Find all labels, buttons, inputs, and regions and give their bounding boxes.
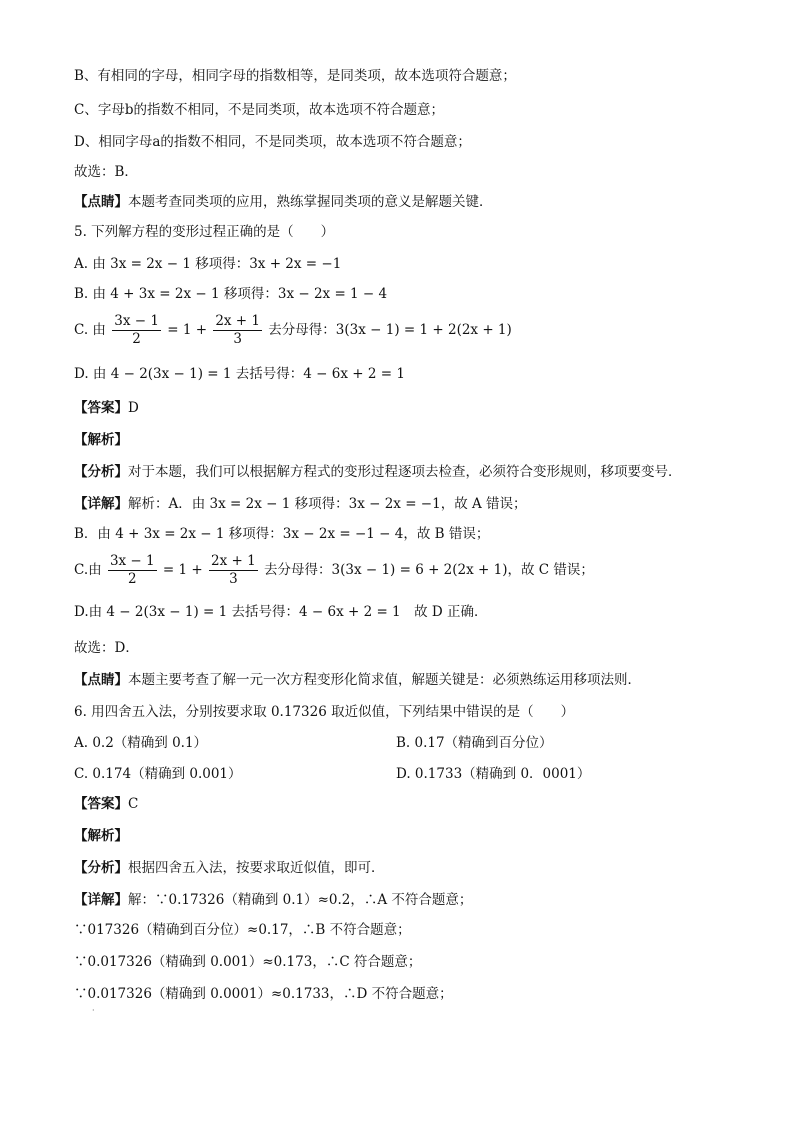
text-line: ∵017326（精确到百分位）≈0.17，∴B 不符合题意； (74, 922, 411, 938)
text-line (74, 550, 594, 590)
section-tag: 【答案】 (74, 796, 128, 812)
option-a: A. 由 3x = 2x − 1 移项得：3x + 2x = −1 (74, 256, 342, 272)
numerator: 3x − 1 (114, 313, 159, 329)
text-line: B．由 4 + 3x = 2x − 1 移项得：3x − 2x = −1 − 4，故 B 错误； (74, 526, 490, 542)
question-title: 6. 用四舍五入法，分别按要求取 0.17326 取近似值，下列结果中错误的是（ ） (74, 704, 575, 720)
answer-line (74, 398, 139, 418)
option-d: D. 由 4 − 2(3x − 1) = 1 去括号得：4 − 6x + 2 = 1 (74, 366, 405, 382)
answer-value: D (128, 400, 139, 416)
text-line: ∵0.017326（精确到 0.0001）≈0.1733，∴D 不符合题意； (74, 986, 453, 1002)
section-tag: 【点睛】 (74, 672, 128, 688)
answer-line (74, 794, 138, 814)
section-tag: 【点睛】 (74, 194, 128, 210)
numerator: 2x + 1 (211, 553, 256, 569)
denominator: 2 (127, 571, 137, 587)
section-tag: 【分析】 (74, 464, 128, 480)
text-span: = 1 + (162, 562, 203, 578)
text-span: 对于本题，我们可以根据解方程式的变形过程逐项去检查，必须符合变形规则，移项要变号． (128, 464, 682, 480)
option-b: B. 由 4 + 3x = 2x − 1 移项得：3x − 2x = 1 − 4 (74, 286, 388, 302)
fraction (108, 553, 157, 588)
section-tag: 【详解】 (74, 496, 128, 512)
denominator: 3 (233, 331, 242, 347)
fraction (209, 553, 258, 588)
text-span: C. 由 (74, 322, 106, 338)
text-span: 本题考查同类项的应用，熟练掌握同类项的意义是解题关键． (128, 194, 493, 210)
section-tag: 【解析】 (74, 828, 128, 844)
section-tag: 【答案】 (74, 400, 128, 416)
text-span: 本题主要考查了解一元一次方程变形化简求值，解题关键是：必须熟练运用移项法则． (128, 672, 641, 688)
comment-line (74, 192, 493, 212)
section-tag: 【解析】 (74, 432, 128, 448)
analysis-line (74, 858, 385, 878)
numerator: 3x − 1 (109, 553, 155, 569)
text-line: D.由 4 − 2(3x − 1) = 1 去括号得：4 − 6x + 2 = 1 故 D 正确． (74, 604, 488, 620)
text-span: = 1 + (167, 322, 208, 338)
option-a: A. 0.2（精确到 0.1） (74, 735, 208, 751)
text-line: ∵0.017326（精确到 0.001）≈0.173，∴C 符合题意； (74, 954, 422, 970)
fraction (213, 313, 262, 348)
denominator: 2 (132, 331, 141, 347)
text-line: 故选：D． (74, 640, 139, 656)
text-line: D、相同字母a的指数不相同，不是同类项，故本选项不符合题意； (74, 134, 471, 150)
analysis-line (74, 462, 682, 482)
text-line: B、有相同的字母，相同字母的指数相等，是同类项，故本选项符合题意； (74, 68, 516, 84)
option-b: B. 0.17（精确到百分位） (396, 735, 553, 751)
text-line: 故选：B． (74, 164, 138, 180)
numerator: 2x + 1 (215, 313, 260, 329)
text-span: 去分母得：3(3x − 1) = 1 + 2(2x + 1) (268, 322, 512, 338)
text-span: 去分母得：3(3x − 1) = 6 + 2(2x + 1)，故 C 错误； (264, 562, 594, 578)
comment-line (74, 670, 641, 690)
answer-value: C (128, 796, 139, 812)
fraction (112, 313, 161, 348)
question-title: 5. 下列解方程的变形过程正确的是（ ） (74, 224, 335, 240)
stray-dot: · (92, 1006, 95, 1015)
option-c (74, 310, 512, 350)
text-span: C.由 (74, 562, 102, 578)
detail-line (74, 890, 472, 910)
section-tag: 【分析】 (74, 860, 128, 876)
text-line: C、字母b的指数不相同，不是同类项，故本选项不符合题意； (74, 102, 444, 118)
text-span: 根据四舍五入法，按要求取近似值，即可． (128, 860, 385, 876)
text-span: 解：∵0.17326（精确到 0.1）≈0.2，∴A 不符合题意； (128, 892, 473, 908)
option-c: C. 0.174（精确到 0.001） (74, 766, 242, 782)
text-span: 解析：A．由 3x = 2x − 1 移项得：3x − 2x = −1，故 A 错误； (128, 496, 527, 512)
option-d: D. 0.1733（精确到 0．0001） (396, 766, 591, 782)
denominator: 3 (229, 571, 238, 587)
section-tag: 【详解】 (74, 892, 128, 908)
detail-line (74, 494, 527, 514)
